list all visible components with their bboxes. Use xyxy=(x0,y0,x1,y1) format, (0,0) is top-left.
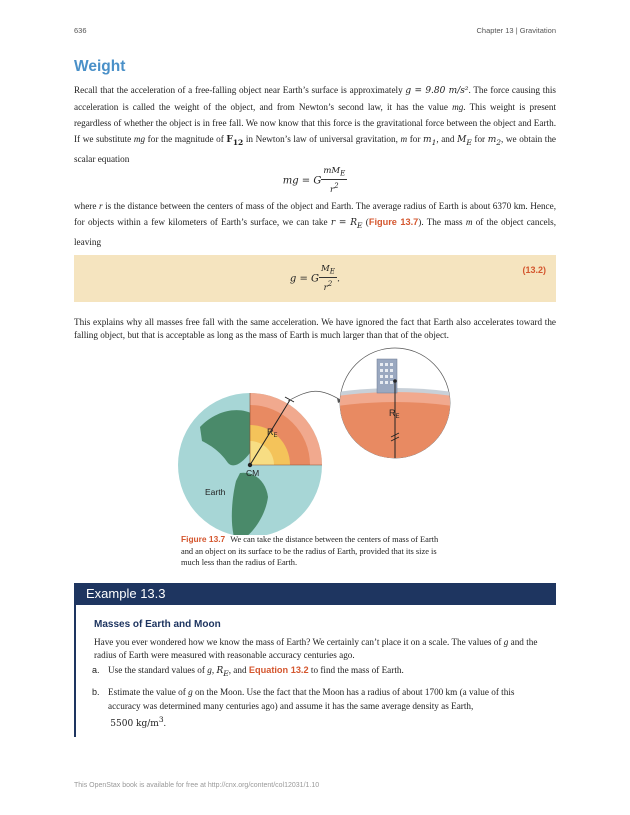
footer-note: This OpenStax book is available for free at http://cnx.org/content/col12031/1.10 xyxy=(74,782,320,789)
earth-figure xyxy=(170,345,470,535)
figure-caption: Figure 13.7 We can take the distance between the centers of mass of Earth and an object on its surface to be the radius of Earth, provided that its size is much less than the radius of Earth. xyxy=(181,534,439,567)
equation-13-2-box xyxy=(74,255,556,302)
figure-label: Figure 13.7 xyxy=(181,534,226,544)
re-label-earth: $R_E$ xyxy=(267,427,278,439)
g-value: g = 9.80 m/s² xyxy=(405,86,469,96)
example-title-bar: Example 13.3 xyxy=(74,583,556,605)
earth-label: Earth xyxy=(205,487,226,497)
equation-13-2-link[interactable]: Equation 13.2 xyxy=(248,665,309,675)
zoom-arrow xyxy=(288,391,342,401)
example-subtitle: Masses of Earth and Moon xyxy=(94,619,221,630)
re-label-detail: $R_E$ xyxy=(389,408,400,420)
example-part-b: b. Estimate the value of g on the Moon. Use the fact that the Moon has a radius of about 1700 km (a value of this accuracy was determined many centuries ago) and assume it has the same average density as Earth, 5500 $kg/m^3$. xyxy=(92,687,515,729)
section-title: Weight xyxy=(74,58,126,75)
paragraph-3: This explains why all masses free fall with the same acceleration. We have ignored the fact that Earth also accelerates toward the falling object, but that is acceptable as long as the mass of Earth is much larger than that of the object. xyxy=(74,317,556,340)
cm-label: CM xyxy=(246,468,260,478)
equation-g: g = G $\frac{M_E}{r^2}$ . xyxy=(289,264,341,293)
figure-13-7-link[interactable]: Figure 13.7 xyxy=(368,217,419,227)
force-vector: $F_{12}$ xyxy=(226,135,244,147)
example-intro: Have you ever wondered how we know the mass of Earth? We certainly can’t place it on a scale. The values of g and the radius of Earth were measured with reasonable accuracy centuries ago. xyxy=(94,637,538,660)
example-left-rule xyxy=(74,605,76,737)
detail-circle xyxy=(330,348,460,465)
paragraph-1: Recall that the acceleration of a free-falling object near Earth’s surface is approximately g = 9.80 m/s². The force causing this acceleration is called the weight of the object, and from Newton’s second law, it has the value mg. This weight is present regardless of whether the object is in free fall. We now know that this force is the gravitational force between the object and Earth. If we substitute mg for the magnitude of $F_{12}$ in Newton’s law of universal gravitation, m for $m_1$, and $M_E$ for $m_2$, we obtain the scalar equation xyxy=(74,85,557,164)
chapter-header: Chapter 13 | Gravitation xyxy=(476,26,556,35)
example-part-a: a. Use the standard values of g, $R_E$, and Equation 13.2 to find the mass of Earth. xyxy=(92,665,404,678)
paragraph-2: where r is the distance between the centers of mass of the object and Earth. The average radius of Earth is about 6370 km. Hence, for objects within a few kilometers of Earth’s surface, we can take $r = R_E$ (Figure 13.7). The mass m of the object cancels, leaving xyxy=(74,201,557,247)
page-number: 636 xyxy=(74,26,87,35)
equation-number: (13.2) xyxy=(522,265,546,275)
equation-mg: mg = G $\frac{mM_E}{r^2}$ xyxy=(282,166,346,195)
center-of-mass-dot xyxy=(248,463,252,467)
